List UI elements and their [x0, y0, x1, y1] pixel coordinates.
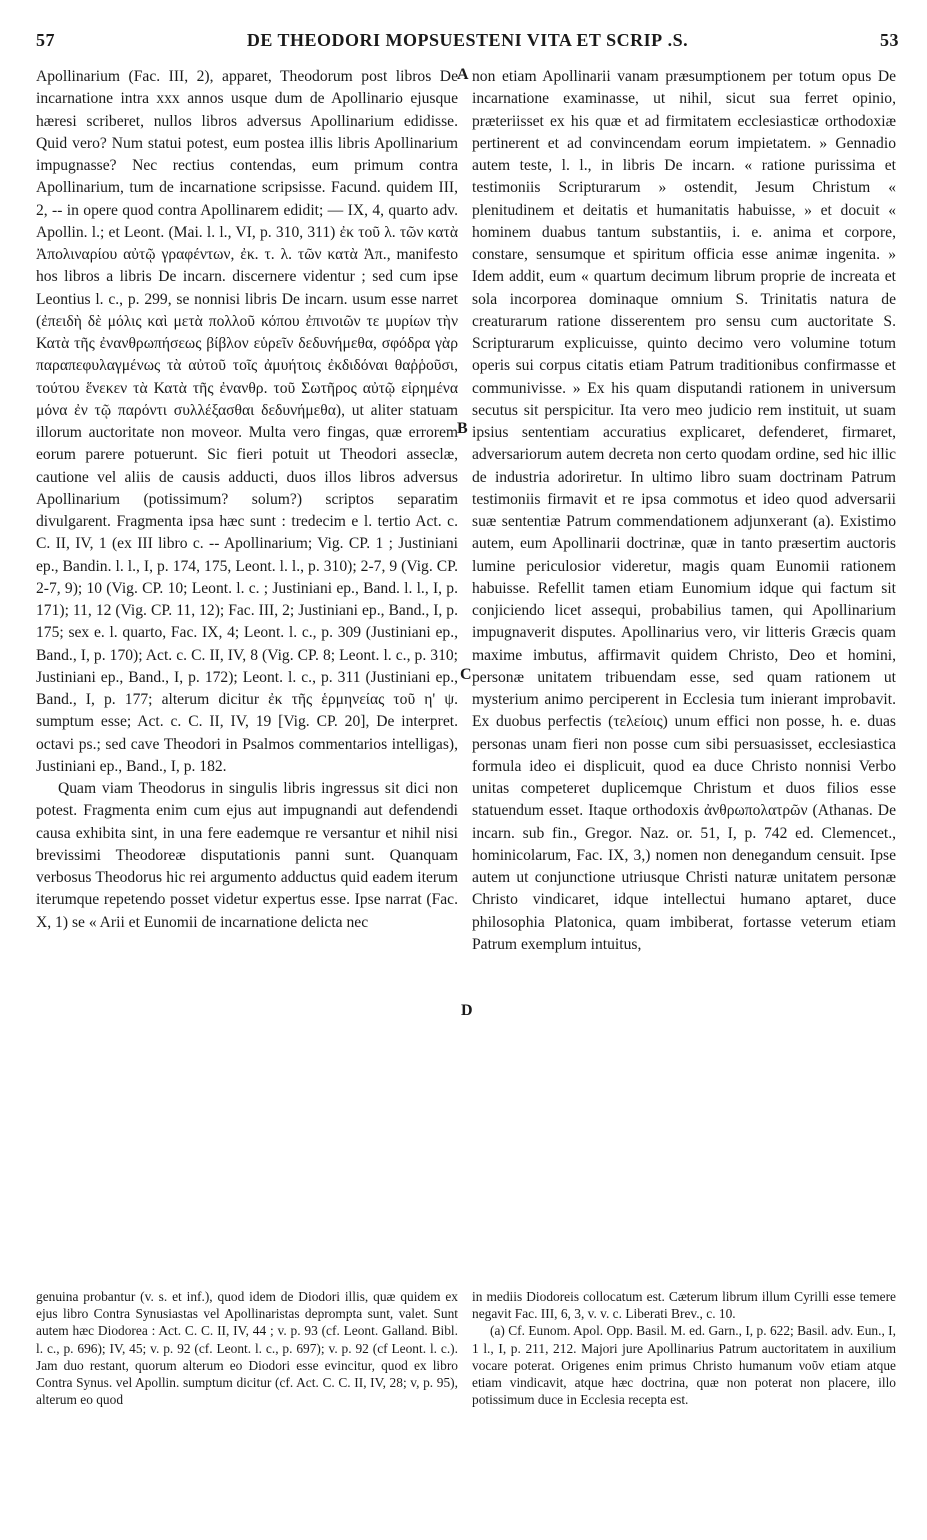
margin-letter-c: C — [460, 666, 472, 683]
left-text-column — [36, 66, 458, 934]
footnote-right-1: in mediis Diodoreis collocatum est. Cæterum librum illum Cyrilli esse temere negavit Fac. III, 6, 3, v. v. c. Liberati Brev., c. 10. — [472, 1289, 896, 1322]
right-footnotes — [472, 1288, 896, 1408]
column-number-right: 53 — [880, 30, 899, 50]
page-title: DE THEODORI MOPSUESTENI VITA ET SCRIP .S. — [246, 30, 689, 50]
left-paragraph-1: Apollinarium (Fac. III, 2), apparet, Theodorum post libros De incarnatione intra xxx annos usque dum de Apollinario ejusque hæresi scriberet, nullos libros adversus Apollinarium edidisse. Quid vero? Num statui potest, eum postea illis libris Apollinarium impugnasse? Nec rectius contendas, eum primum contra Apollinarium, tum de incarnatione scripsisse. Facund. quidem III, 2, -- in opere quod contra Apollinarem edidit; — IX, 4, quarto adv. Apollin. l.; et Leont. (Mai. l. l., VI, p. 310, 311) ἐκ τοῦ λ. τῶν κατὰ Ἀπολιναρίου αὐτῷ γραφέντων, ἐκ. τ. λ. τῶν κατὰ Ἀπ., manifesto hos libros a libris De incarn. discernere videntur ; sed cum ipse Leontius l. c., p. 299, se nonnisi libris De incarn. usum esse narret (ἐπειδὴ δὲ μόλις καὶ μετὰ πολλοῦ κόπου ἐπινοιῶν τε μυρίων τὴν Κατὰ τῆς ἐνανθρωπήσεως βίβλον εὑρεῖν δεδυνήμεθα, σφόδρα γὰρ παραπεφυλαγμένως τὰ αὐτοῦ τοῖς ἀμυήτοις ἐκδιδόναι θαῤῥοῦσι, τούτου ἕνεκεν τὰ Κατὰ τῆς ἐνανθρ. τοῦ Σωτῆρος αὐτῷ εἰρημένα μόνα ἐν τῷ παρόντι συλλέξασθαι δεδυνήμεθα), ut aliter statuam illorum auctoritate non moveor. Multa vero fingas, quæ errorem eorum parere potuerunt. Sic fieri potuit ut Theodori asseclæ, cautione vel aliis de causis adducti, duos illos libros adversus Apollinarium (potissimum? solum?) scriptos separatim divulgarent. Fragmenta ipsa hæc sunt : tredecim e l. tertio Act. c. C. II, IV, 1 (ex III libro c. -- Apollinarium; Vig. CP. 1 ; Justiniani ep., Bandin. l. l., I, p. 174, 175, Leont. l. l., p. 310); 2-7, 9 (Vig. CP. 2-7, 9); 10 (Vig. CP. 10; Leont. l. c. ; Justiniani ep., Band. l. l., I, p. 171); 11, 12 (Vig. CP. 11, 12); Fac. III, 2; Justiniani ep., Band., I, p. 175; sex e. l. quarto, Fac. IX, 4; Leont. l. c., p. 309 (Justiniani ep., Band., I, p. 170); Act. c. C. II, IV, 8 (Vig. CP. 8; Leont. l. c., p. 310; Justiniani ep., Band., I, p. 172); Leont. l. c., p. 311 (Justiniani ep., Band., I, p. 177; alterum dicitur ἐκ τῆς ἑρμηνείας τοῦ η' ψ. sumptum esse; Act. c. C. II, IV, 19 [Vig. CP. 20], De interpret. octavi ps.; sed cave Theodori in Psalmos commentarios intelligas), Justiniani ep., Band., I, p. 182. — [36, 68, 458, 775]
footnote-left-1: genuina probantur (v. s. et inf.), quod idem de Diodori illis, quæ quidem ex ejus libro Contra Synusiastas vel Apollinaristas deprompta sunt, valet. Sunt autem hæc Diodorea : Act. C. C. II, IV, 44 ; v. p. 93 (cf. Leont. Galland. Bibl. l. c., p. 696); IV, 45; v. p. 92 (cf. Leont. l. c., p. 697); v. p. 92 (cf Leont. l. c.). Jam duo restant, quorum alterum eo Diodori esse evincitur, quod ex libro Contra Synus. vel Apollin. sumptum dicitur (cf. Act. C. C. II, IV, 28; v, p. 95), alterum eo quod — [36, 1289, 458, 1408]
margin-letter-d: D — [461, 1002, 473, 1019]
right-text-column — [472, 66, 896, 956]
left-footnotes — [36, 1288, 458, 1408]
footnote-right-2: (a) Cf. Eunom. Apol. Opp. Basil. M. ed. Garn., I, p. 622; Basil. adv. Eun., I, 1 l., I, p. 211, 212. Majori jure Apollinarius Patrum auctoritatem in auxilium vocare poterat. Origenes enim primus Christo humanum νοῦν etiam atque etiam vindicavit, atque hæc doctrina, quæ non poterat non placere, illo potissimum duce in Ecclesia recepta est. — [472, 1323, 896, 1408]
left-paragraph-2: Quam viam Theodorus in singulis libris ingressus sit dici non potest. Fragmenta enim cum ejus aut impugnandi aut defendendi causa exhibita sint, in una fere eademque re versantur et nihil nisi brevissimi Theodoreæ disputationis panni sunt. Quanquam verbosus Theodorus hic rei argumento adductus quid eadem iterum iterumque repetendo posset videtur expertus esse. Ipse narrat (Fac. X, 1) se « Arii et Eunomii de incarnatione delicta nec — [36, 780, 458, 931]
column-number-left: 57 — [36, 30, 55, 50]
margin-letter-a: A — [457, 66, 469, 83]
running-header — [36, 30, 899, 58]
right-paragraph-1: non etiam Apollinarii vanam præsumptionem per totum opus De incarnatione examinasse, ut nihil, sicut sua ferret opinio, præteriisset ex his quæ et ad firmitatem ecclesiasticæ orthodoxiæ pertinerent et ad convincendam eorum impietatem. » Gennadio autem teste, l. l., in libris De incarn. « ratione purissima et testimoniis Scripturarum » ostendit, Jesum Christum « plenitudinem et deitatis et humanitatis habuisse, » et docuit « hominem duabus tantum substantiis, i. e. anima et corpore, constare, sensumque et spiritum officia esse animæ ingenita. » Idem addit, eum « quartum decimum librum proprie de increata et sola incorporea dominaque omnium S. Trinitatis natura de creaturarum ratione disserentem pro sensu cum auctoritate S. Scripturarum explicuisse, quinto decimo vero volumine totum operis sui corpus citatis etiam Patrum traditionibus confirmasse et communivisse. » Ex his quam disputandi rationem in universum secutus sit perspicitur. Ita vero meo judicio rem instituit, ut suam ipsius sententiam accuratius explicaret, defenderet, firmaret, adversariorum autem decreta non certo quodam ordine, sed hic illic de industria adoriretur. In ultimo libro suam doctrinam Patrum testimoniis firmavit et re ipsa commotus et ideo quod adversarii suæ sententiæ Patrum commendationem adjunxerant (a). Existimo autem, eum Apollinarii doctrinæ, quæ in tanto præsertim auctoris lumine periculosior videretur, magis quam Eunomii rationem habuisse. Refellit tamen etiam Eunomium idque qui factum sit conjiciendo licet assequi, probabilius tamen, qui Apollinarium impugnaverit disputes. Apollinarius vero, vir litteris Græcis quam maxime imbutus, affirmavit quidem Christo, Deo et homini, personæ unitatem tribuendam esse, sed quam rationem ut mysterium animo perciperent in Ecclesia tum inierant improbavit. Ex duobus perfectis (τελείοις) unum effici non posse, h. e. duas personas unam fieri non posse cum sibi persuasisset, ecclesiastica formula ideo ei displicuit, quod ea duce Christo nonnisi Verbo unitas competeret duplicemque Christum et duos filios esse statuendum esset. Itaque orthodoxis ἀνθρωπολατρῶν (Athanas. De incarn. sub fin., Gregor. Naz. or. 51, I, p. 742 ed. Clemencet., hominicolarum, Fac. IX, 3,) nomen non denegandum censuit. Ipse autem ut conjunctione utriusque Christi naturæ unitatem personæ Christo vindicaret, idque intellectui humano aptaret, duce philosophia Platonica, quam imbiberat, fortasse veterum etiam Patrum exemplum intuitus, — [472, 68, 896, 953]
margin-letter-b: B — [457, 420, 468, 437]
